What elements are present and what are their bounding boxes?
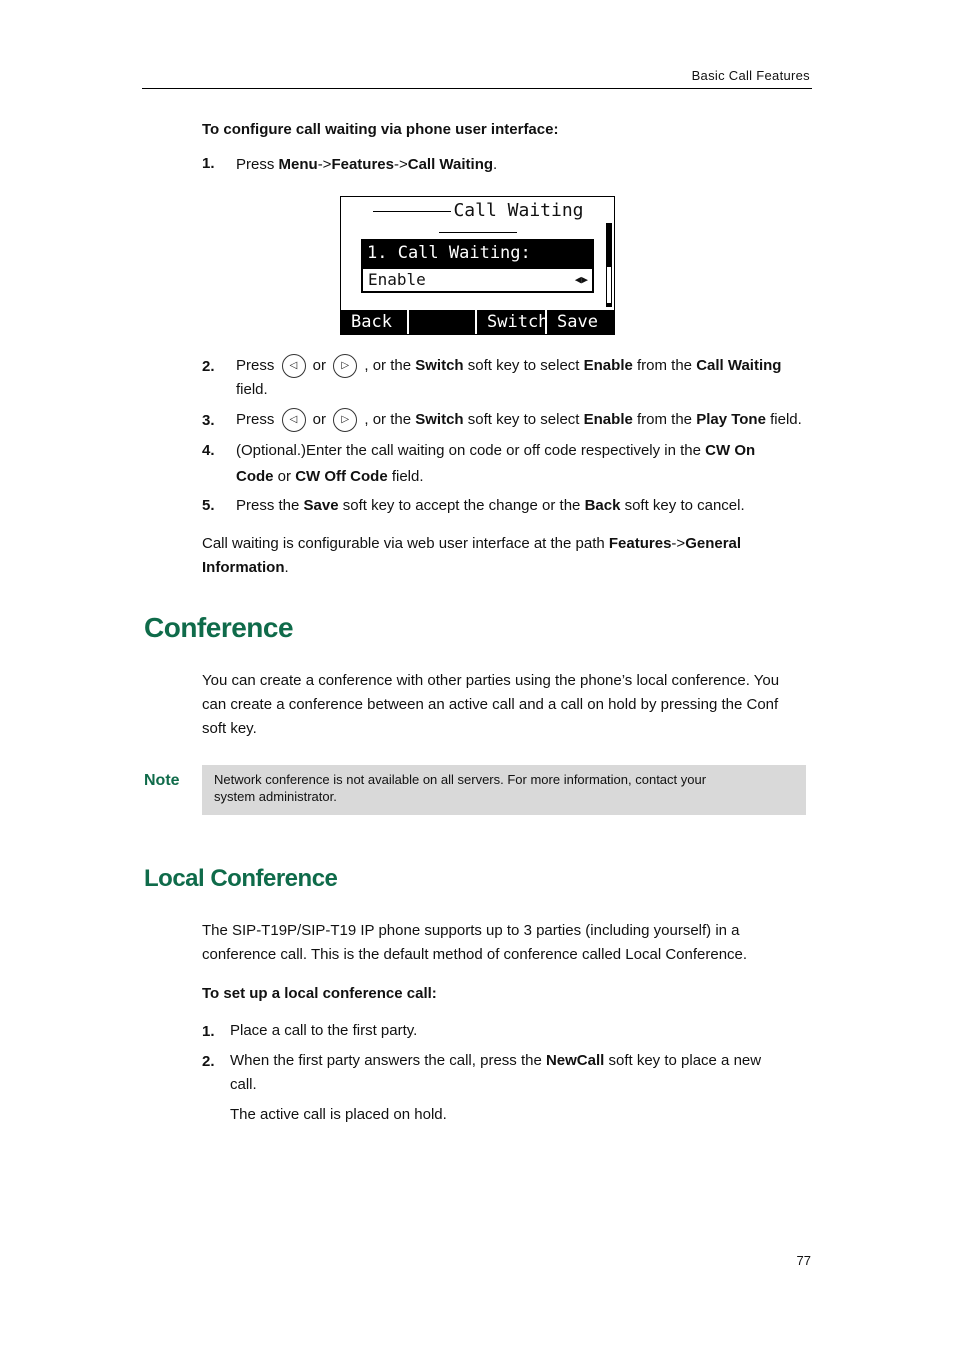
softkey-back: Back — [341, 310, 409, 334]
right-navigation-key-icon: ▷ — [333, 408, 357, 432]
step-1-text: Press Menu->Features->Call Waiting. — [236, 156, 498, 173]
web-config-paragraph: Call waiting is configurable via web user interface at the path Features->General Information. — [202, 535, 742, 576]
local-conference-subheading: To set up a local conference call: — [202, 985, 437, 1002]
step-4-number: 4. — [202, 442, 215, 459]
page-number: 77 — [796, 1253, 811, 1268]
lcd-title: Call Waiting — [341, 200, 614, 242]
lcd-selected-item: 1. Call Waiting: — [361, 239, 594, 267]
step-3-text: Press ◁ or ▷ , or the Switch soft key to select Enable from the Play Tone field. — [236, 408, 816, 432]
conference-paragraph: You can create a conference with other parties using the phone’s local conference. You can create a conference between an active call and a call on hold by pressing the Conf soft key. — [202, 672, 780, 737]
lc-step-1-number: 1. — [202, 1023, 215, 1040]
left-navigation-key-icon: ◁ — [282, 354, 306, 378]
lcd-value-field: Enable ◀▶ — [361, 267, 594, 293]
local-conference-paragraph: The SIP-T19P/SIP-T19 IP phone supports up to 3 parties (including yourself) in a conference call. This is the default method of conference called Local Conference. — [202, 922, 748, 963]
step-2-text: Press ◁ or ▷ , or the Switch soft key to select Enable from the Call Waiting field. — [236, 354, 816, 402]
lcd-scrollbar — [606, 223, 612, 307]
left-navigation-key-icon: ◁ — [282, 408, 306, 432]
page-header — [142, 64, 812, 89]
step-3-number: 3. — [202, 412, 215, 429]
lc-step-1-text: Place a call to the first party. — [230, 1022, 418, 1039]
local-conference-heading: Local Conference — [144, 865, 338, 892]
note-label: Note — [144, 772, 180, 789]
note-box: Network conference is not available on all servers. For more information, contact your system administrator. — [202, 765, 806, 815]
lcd-left-right-arrows-icon: ◀▶ — [574, 273, 588, 286]
lc-step-2-result: The active call is placed on hold. — [230, 1106, 447, 1123]
step-5-text: Press the Save soft key to accept the change or the Back soft key to cancel. — [236, 497, 745, 514]
right-navigation-key-icon: ▷ — [333, 354, 357, 378]
softkey-save: Save — [557, 312, 598, 332]
lcd-softkey-bar — [341, 310, 614, 334]
softkey-switch: Switch — [477, 310, 547, 334]
header-text: Basic Call Features — [691, 68, 810, 83]
step-4-text: (Optional.)Enter the call waiting on code or off code respectively in the CW On Code or CW Off Code field. — [236, 442, 756, 485]
conference-heading: Conference — [144, 612, 294, 643]
lc-step-2-text: When the first party answers the call, press the NewCall soft key to place a new call. — [230, 1052, 762, 1093]
step-5-number: 5. — [202, 497, 215, 514]
lc-step-2-number: 2. — [202, 1053, 215, 1070]
step-2-number: 2. — [202, 358, 215, 375]
softkey-empty — [409, 310, 477, 334]
callwaiting-heading: To configure call waiting via phone user interface: — [202, 121, 559, 138]
step-1-number: 1. — [202, 155, 215, 172]
phone-lcd-screenshot — [340, 196, 615, 335]
